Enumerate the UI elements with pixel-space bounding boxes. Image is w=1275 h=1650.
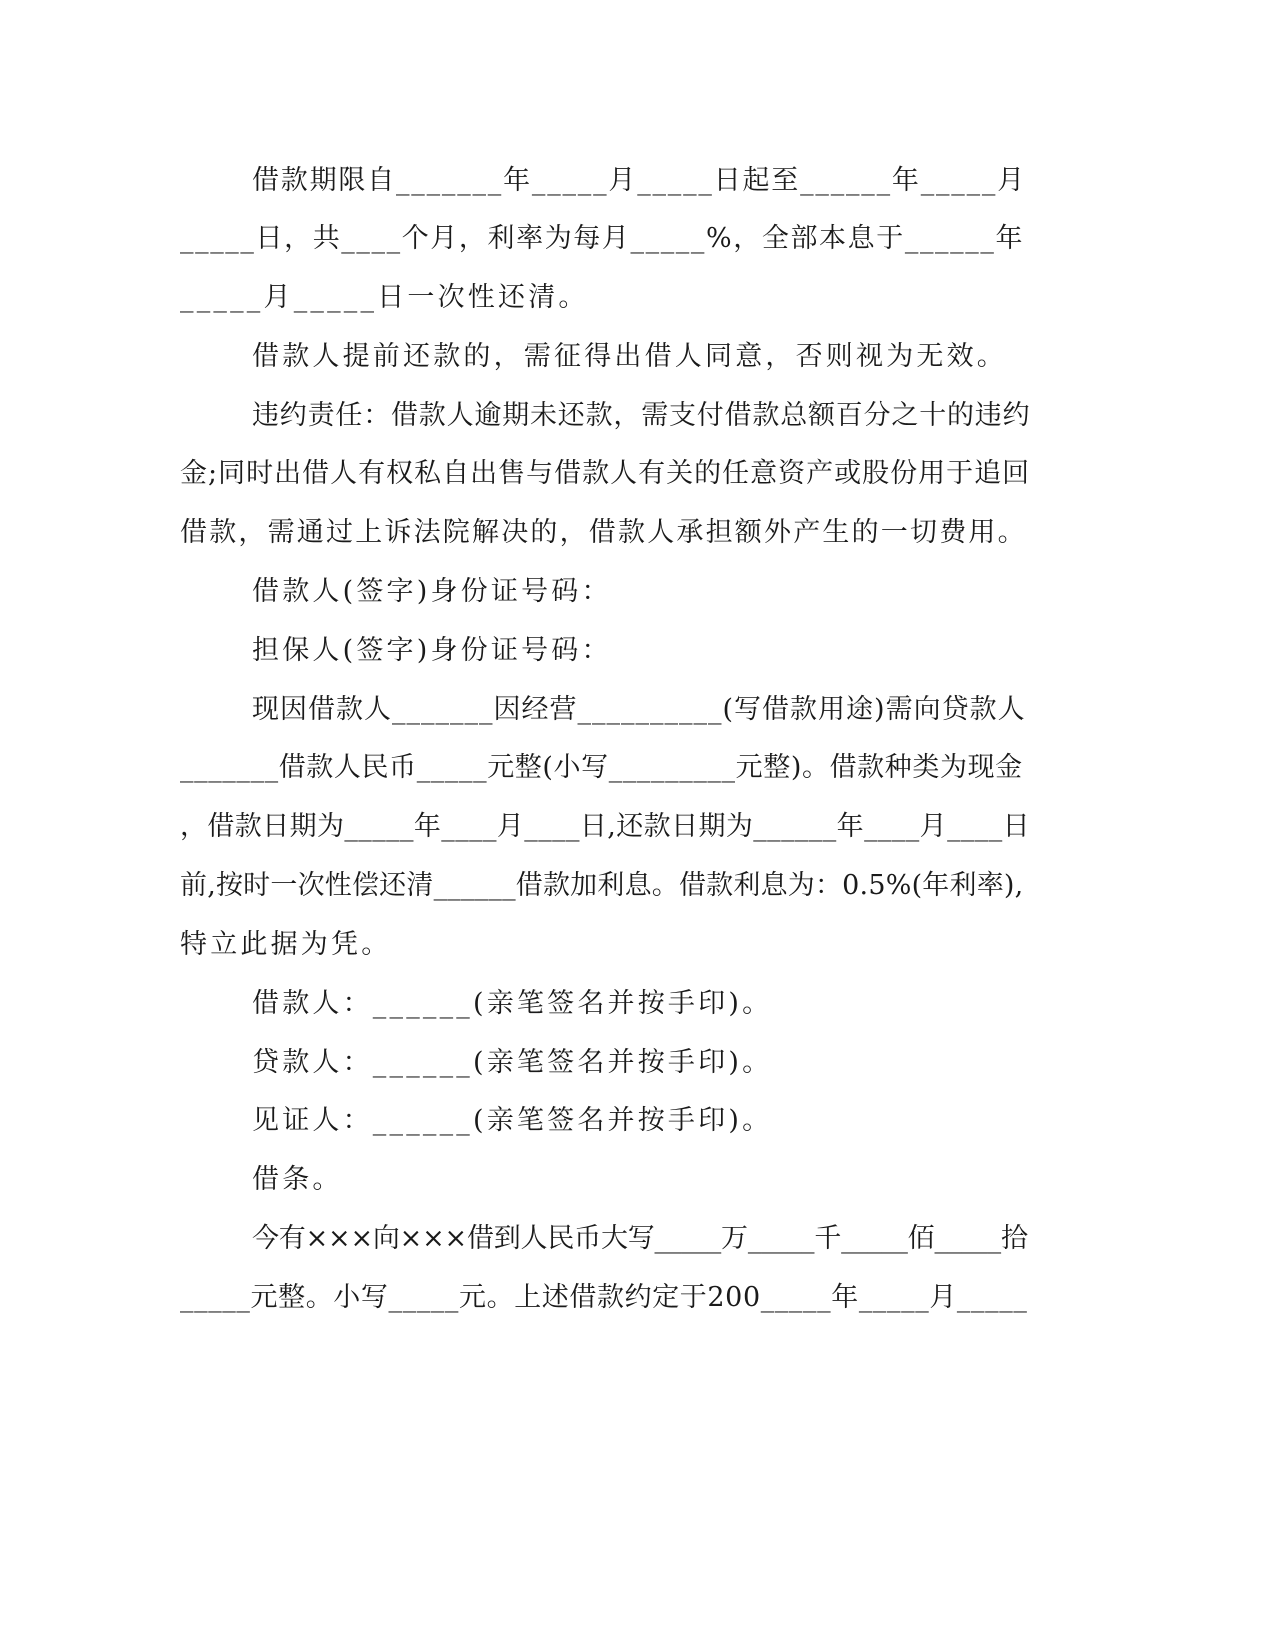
text-line-14: 特立此据为凭。 (180, 929, 392, 960)
text-line-16: 贷款人：______(亲笔签名并按手印)。 (252, 1047, 773, 1078)
text-line-12: ，借款日期为_____年____月____日,还款日期为______年____月____日 (180, 811, 1031, 842)
text-line-2: _____日，共____个月，利率为每月_____%，全部本息于______年 (180, 223, 1025, 254)
text-line-18: 借条。 (252, 1164, 343, 1195)
text-line-15: 借款人：______(亲笔签名并按手印)。 (252, 988, 773, 1019)
text-line-9: 担保人(签字)身份证号码： (252, 635, 612, 666)
text-line-13: 前,按时一次性偿还清______借款加利息。借款利息为：0.5%(年利率), (180, 870, 1024, 901)
text-line-17: 见证人：______(亲笔签名并按手印)。 (252, 1105, 773, 1136)
text-line-7: 借款，需通过上诉法院解决的，借款人承担额外产生的一切费用。 (180, 517, 1027, 548)
text-line-5: 违约责任：借款人逾期未还款，需支付借款总额百分之十的违约 (252, 400, 1031, 431)
text-line-11: _______借款人民币_____元整(小写_________元整)。借款种类为现金 (180, 752, 1023, 783)
text-line-3: _____月_____日一次性还清。 (180, 282, 589, 313)
text-line-1: 借款期限自_______年_____月_____日起至______年_____月 (252, 165, 1026, 196)
text-line-20: _____元整。小写_____元。上述借款约定于200_____年_____月_____ (180, 1282, 1028, 1313)
text-line-4: 借款人提前还款的，需征得出借人同意，否则视为无效。 (252, 341, 1007, 372)
text-line-6: 金;同时出借人有权私自出售与借款人有关的任意资产或股份用于追回 (180, 458, 1031, 489)
text-line-8: 借款人(签字)身份证号码： (252, 576, 612, 607)
text-line-10: 现因借款人_______因经营__________(写借款用途)需向贷款人 (252, 694, 1026, 725)
text-line-19: 今有×××向×××借到人民币大写_____万_____千_____佰_____拾 (252, 1223, 1028, 1254)
